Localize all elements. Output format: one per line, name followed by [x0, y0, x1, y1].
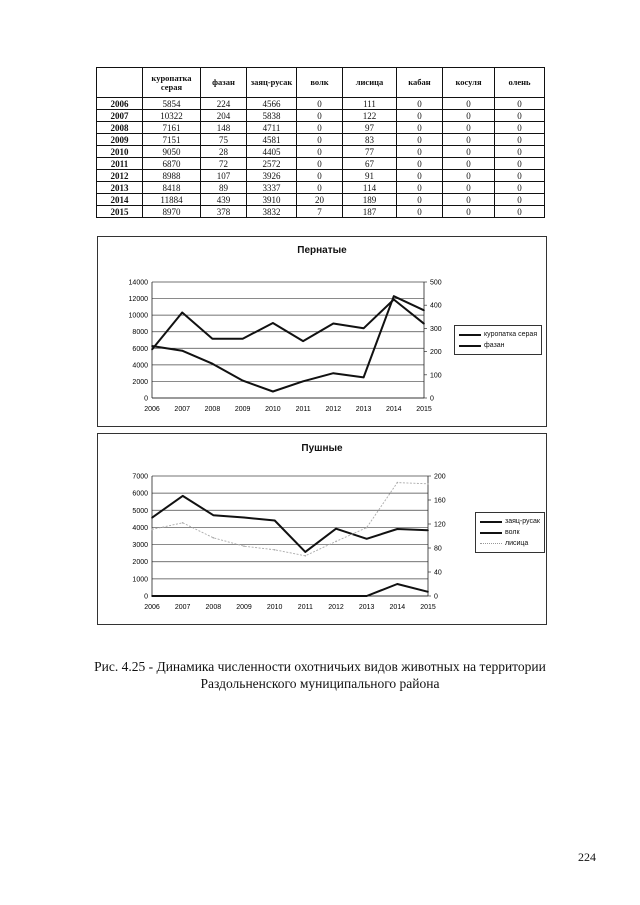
y-tick-label-right: 40 — [434, 569, 442, 577]
data-point — [305, 551, 307, 553]
x-tick-label: 2008 — [205, 604, 222, 611]
year-cell: 2011 — [97, 158, 143, 170]
value-cell: 9050 — [143, 146, 201, 158]
value-cell: 224 — [201, 98, 247, 110]
y-tick-label-left: 2000 — [132, 378, 148, 386]
value-cell: 0 — [443, 158, 495, 170]
y-tick-label-left: 10000 — [128, 312, 148, 320]
data-point — [335, 541, 337, 543]
value-cell: 0 — [443, 122, 495, 134]
value-cell: 7161 — [143, 122, 201, 134]
data-point — [274, 520, 276, 522]
y-tick-label-left: 5000 — [132, 507, 148, 515]
value-cell: 107 — [201, 170, 247, 182]
y-tick-label-right: 200 — [434, 473, 446, 481]
y-tick-label-right: 0 — [434, 593, 438, 601]
value-cell: 0 — [397, 122, 443, 134]
x-tick-label: 2015 — [416, 406, 432, 413]
chart-furbearers — [97, 433, 547, 625]
table-row — [97, 110, 545, 122]
y-tick-label-left: 4000 — [132, 362, 148, 370]
x-tick-label: 2012 — [328, 604, 344, 611]
x-tick-label: 2006 — [144, 406, 160, 413]
year-cell: 2013 — [97, 182, 143, 194]
value-cell: 0 — [397, 170, 443, 182]
year-cell: 2014 — [97, 194, 143, 206]
value-cell: 0 — [397, 98, 443, 110]
value-cell: 0 — [495, 134, 545, 146]
data-point — [181, 312, 183, 314]
value-cell: 5854 — [143, 98, 201, 110]
value-cell: 0 — [495, 122, 545, 134]
value-cell: 114 — [343, 182, 397, 194]
year-cell: 2007 — [97, 110, 143, 122]
data-point — [182, 595, 184, 597]
value-cell: 204 — [201, 110, 247, 122]
y-tick-label-right: 160 — [434, 497, 446, 505]
data-point — [181, 350, 183, 352]
caption-line-2: Раздольненского муниципального района — [200, 676, 440, 691]
value-cell: 0 — [297, 146, 343, 158]
value-cell: 0 — [443, 170, 495, 182]
value-cell: 20 — [297, 194, 343, 206]
chart-title: Пушные — [301, 443, 343, 454]
year-cell: 2009 — [97, 134, 143, 146]
y-tick-label-left: 14000 — [128, 279, 148, 287]
value-cell: 4566 — [247, 98, 297, 110]
value-cell: 11884 — [143, 194, 201, 206]
value-cell: 0 — [443, 182, 495, 194]
data-point — [151, 595, 153, 597]
y-tick-label-right: 0 — [430, 395, 434, 403]
value-cell: 7 — [297, 206, 343, 218]
legend-label: лисица — [505, 540, 529, 547]
chart-legend — [475, 512, 545, 553]
data-point — [242, 380, 244, 382]
value-cell: 8418 — [143, 182, 201, 194]
data-point — [213, 595, 215, 597]
column-header: лисица — [343, 68, 397, 98]
y-tick-label-right: 120 — [434, 521, 446, 529]
legend-item — [480, 538, 540, 549]
table-body — [97, 98, 545, 218]
data-point — [397, 583, 399, 585]
data-point — [272, 391, 274, 393]
data-point — [397, 528, 399, 530]
table-row — [97, 170, 545, 182]
data-point — [335, 595, 337, 597]
value-cell: 0 — [297, 158, 343, 170]
value-cell: 0 — [495, 206, 545, 218]
data-point — [305, 595, 307, 597]
legend-label: заяц-русак — [505, 518, 540, 525]
data-point — [397, 482, 399, 484]
data-point — [182, 522, 184, 524]
x-tick-label: 2009 — [236, 604, 252, 611]
value-cell: 0 — [495, 158, 545, 170]
value-cell: 3910 — [247, 194, 297, 206]
value-cell: 122 — [343, 110, 397, 122]
caption-line-1: Рис. 4.25 - Динамика численности охотничьих видов животных на территории — [94, 659, 546, 674]
data-point — [151, 529, 153, 531]
table-row — [97, 194, 545, 206]
column-header: кабан — [397, 68, 443, 98]
value-cell: 0 — [495, 110, 545, 122]
y-tick-label-right: 300 — [430, 325, 442, 333]
y-tick-label-right: 200 — [430, 349, 442, 357]
value-cell: 0 — [297, 170, 343, 182]
value-cell: 0 — [495, 98, 545, 110]
y-tick-label-left: 7000 — [132, 473, 148, 481]
column-header: олень — [495, 68, 545, 98]
data-point — [151, 345, 153, 347]
value-cell: 3832 — [247, 206, 297, 218]
value-cell: 2572 — [247, 158, 297, 170]
data-point — [242, 338, 244, 340]
legend-swatch — [459, 334, 481, 336]
x-tick-label: 2015 — [420, 604, 436, 611]
value-cell: 91 — [343, 170, 397, 182]
data-point — [213, 537, 215, 539]
value-cell: 0 — [297, 182, 343, 194]
data-point — [333, 323, 335, 325]
x-tick-label: 2007 — [174, 406, 191, 413]
value-cell: 8970 — [143, 206, 201, 218]
data-point — [151, 517, 153, 519]
x-tick-label: 2011 — [297, 604, 313, 611]
value-cell: 0 — [443, 194, 495, 206]
value-cell: 0 — [397, 194, 443, 206]
y-tick-label-left: 12000 — [128, 296, 148, 304]
value-cell: 5838 — [247, 110, 297, 122]
chart-title: Пернатые — [297, 245, 347, 256]
data-point — [182, 495, 184, 497]
value-cell: 0 — [443, 110, 495, 122]
data-point — [151, 349, 153, 351]
page-number: 224 — [578, 850, 596, 864]
data-point — [272, 322, 274, 324]
value-cell: 439 — [201, 194, 247, 206]
y-tick-label-left: 4000 — [132, 524, 148, 532]
data-point — [305, 555, 307, 557]
value-cell: 187 — [343, 206, 397, 218]
value-cell: 0 — [443, 146, 495, 158]
year-cell: 2012 — [97, 170, 143, 182]
value-cell: 148 — [201, 122, 247, 134]
value-cell: 0 — [397, 206, 443, 218]
value-cell: 4405 — [247, 146, 297, 158]
data-point — [335, 528, 337, 530]
value-cell: 0 — [397, 182, 443, 194]
value-cell: 0 — [397, 134, 443, 146]
value-cell: 3926 — [247, 170, 297, 182]
legend-label: куропатка серая — [484, 331, 538, 338]
table-row — [97, 122, 545, 134]
value-cell: 378 — [201, 206, 247, 218]
x-tick-label: 2008 — [204, 406, 221, 413]
value-cell: 0 — [397, 146, 443, 158]
population-table — [96, 67, 545, 218]
data-point — [363, 377, 365, 379]
year-cell: 2010 — [97, 146, 143, 158]
legend-label: фазан — [484, 342, 505, 349]
data-point — [243, 595, 245, 597]
value-cell: 7151 — [143, 134, 201, 146]
data-point — [243, 517, 245, 519]
table-row — [97, 206, 545, 218]
value-cell: 6870 — [143, 158, 201, 170]
y-tick-label-right: 400 — [430, 302, 442, 310]
x-tick-label: 2007 — [174, 604, 191, 611]
legend-item — [459, 329, 537, 340]
chart-legend — [454, 325, 542, 355]
series-line — [152, 496, 428, 552]
y-tick-label-right: 100 — [430, 372, 442, 380]
figure-caption — [60, 658, 580, 692]
y-tick-label-left: 0 — [144, 593, 148, 601]
legend-swatch — [459, 345, 481, 347]
legend-swatch — [480, 543, 502, 544]
legend-item — [480, 527, 540, 538]
value-cell: 0 — [495, 170, 545, 182]
y-tick-label-left: 2000 — [132, 559, 148, 567]
table-row — [97, 182, 545, 194]
value-cell: 97 — [343, 122, 397, 134]
value-cell: 89 — [201, 182, 247, 194]
data-point — [366, 527, 368, 529]
column-header: волк — [297, 68, 343, 98]
data-point — [427, 483, 429, 485]
value-cell: 0 — [443, 134, 495, 146]
data-point — [212, 363, 214, 365]
data-point — [302, 340, 304, 342]
value-cell: 0 — [397, 110, 443, 122]
value-cell: 10322 — [143, 110, 201, 122]
data-point — [393, 295, 395, 297]
column-header: фазан — [201, 68, 247, 98]
year-cell: 2015 — [97, 206, 143, 218]
table-row — [97, 146, 545, 158]
legend-swatch — [480, 521, 502, 523]
value-cell: 0 — [495, 194, 545, 206]
value-cell: 0 — [495, 146, 545, 158]
y-tick-label-left: 6000 — [132, 490, 148, 498]
table-row — [97, 98, 545, 110]
x-tick-label: 2010 — [266, 604, 283, 611]
y-tick-label-left: 3000 — [132, 542, 148, 550]
value-cell: 111 — [343, 98, 397, 110]
value-cell: 3337 — [247, 182, 297, 194]
data-point — [423, 310, 425, 312]
x-tick-label: 2006 — [144, 604, 160, 611]
table-row — [97, 134, 545, 146]
value-cell: 0 — [397, 158, 443, 170]
value-cell: 67 — [343, 158, 397, 170]
data-point — [274, 549, 276, 551]
series-line — [152, 584, 428, 596]
value-cell: 0 — [297, 122, 343, 134]
data-point — [243, 545, 245, 547]
column-header: куропатка серая — [143, 68, 201, 98]
x-tick-label: 2010 — [265, 406, 281, 413]
value-cell: 0 — [297, 110, 343, 122]
data-point — [213, 514, 215, 516]
x-tick-label: 2014 — [389, 604, 406, 611]
y-tick-label-left: 6000 — [132, 345, 148, 353]
value-cell: 83 — [343, 134, 397, 146]
year-cell: 2006 — [97, 98, 143, 110]
value-cell: 0 — [495, 182, 545, 194]
y-tick-label-right: 500 — [430, 279, 442, 287]
column-header: косуля — [443, 68, 495, 98]
x-tick-label: 2013 — [355, 406, 372, 413]
value-cell: 189 — [343, 194, 397, 206]
legend-item — [459, 340, 537, 351]
table-row — [97, 158, 545, 170]
chart-birds — [97, 236, 547, 427]
value-cell: 75 — [201, 134, 247, 146]
x-tick-label: 2009 — [234, 406, 251, 413]
value-cell: 4711 — [247, 122, 297, 134]
value-cell: 28 — [201, 146, 247, 158]
year-cell: 2008 — [97, 122, 143, 134]
data-point — [427, 530, 429, 532]
value-cell: 4581 — [247, 134, 297, 146]
data-point — [366, 595, 368, 597]
legend-item — [480, 516, 540, 527]
x-tick-label: 2011 — [295, 406, 311, 413]
value-cell: 0 — [443, 98, 495, 110]
data-point — [427, 591, 429, 593]
value-cell: 8988 — [143, 170, 201, 182]
value-cell: 0 — [297, 98, 343, 110]
y-tick-label-left: 0 — [144, 395, 148, 403]
data-point — [274, 595, 276, 597]
value-cell: 0 — [297, 134, 343, 146]
legend-label: волк — [505, 529, 520, 536]
data-point — [212, 338, 214, 340]
y-tick-label-left: 8000 — [132, 329, 148, 337]
column-header — [97, 68, 143, 98]
x-tick-label: 2014 — [385, 406, 402, 413]
value-cell: 0 — [443, 206, 495, 218]
data-point — [363, 327, 365, 329]
x-tick-label: 2013 — [358, 604, 375, 611]
value-cell: 72 — [201, 158, 247, 170]
x-tick-label: 2012 — [325, 406, 342, 413]
legend-swatch — [480, 532, 502, 534]
data-point — [333, 372, 335, 374]
column-header: заяц-русак — [247, 68, 297, 98]
table-header-row — [97, 68, 545, 98]
y-tick-label-right: 80 — [434, 545, 442, 553]
data-point — [366, 538, 368, 540]
value-cell: 77 — [343, 146, 397, 158]
data-point — [423, 323, 425, 325]
y-tick-label-left: 1000 — [132, 576, 148, 584]
data-point — [302, 380, 304, 382]
